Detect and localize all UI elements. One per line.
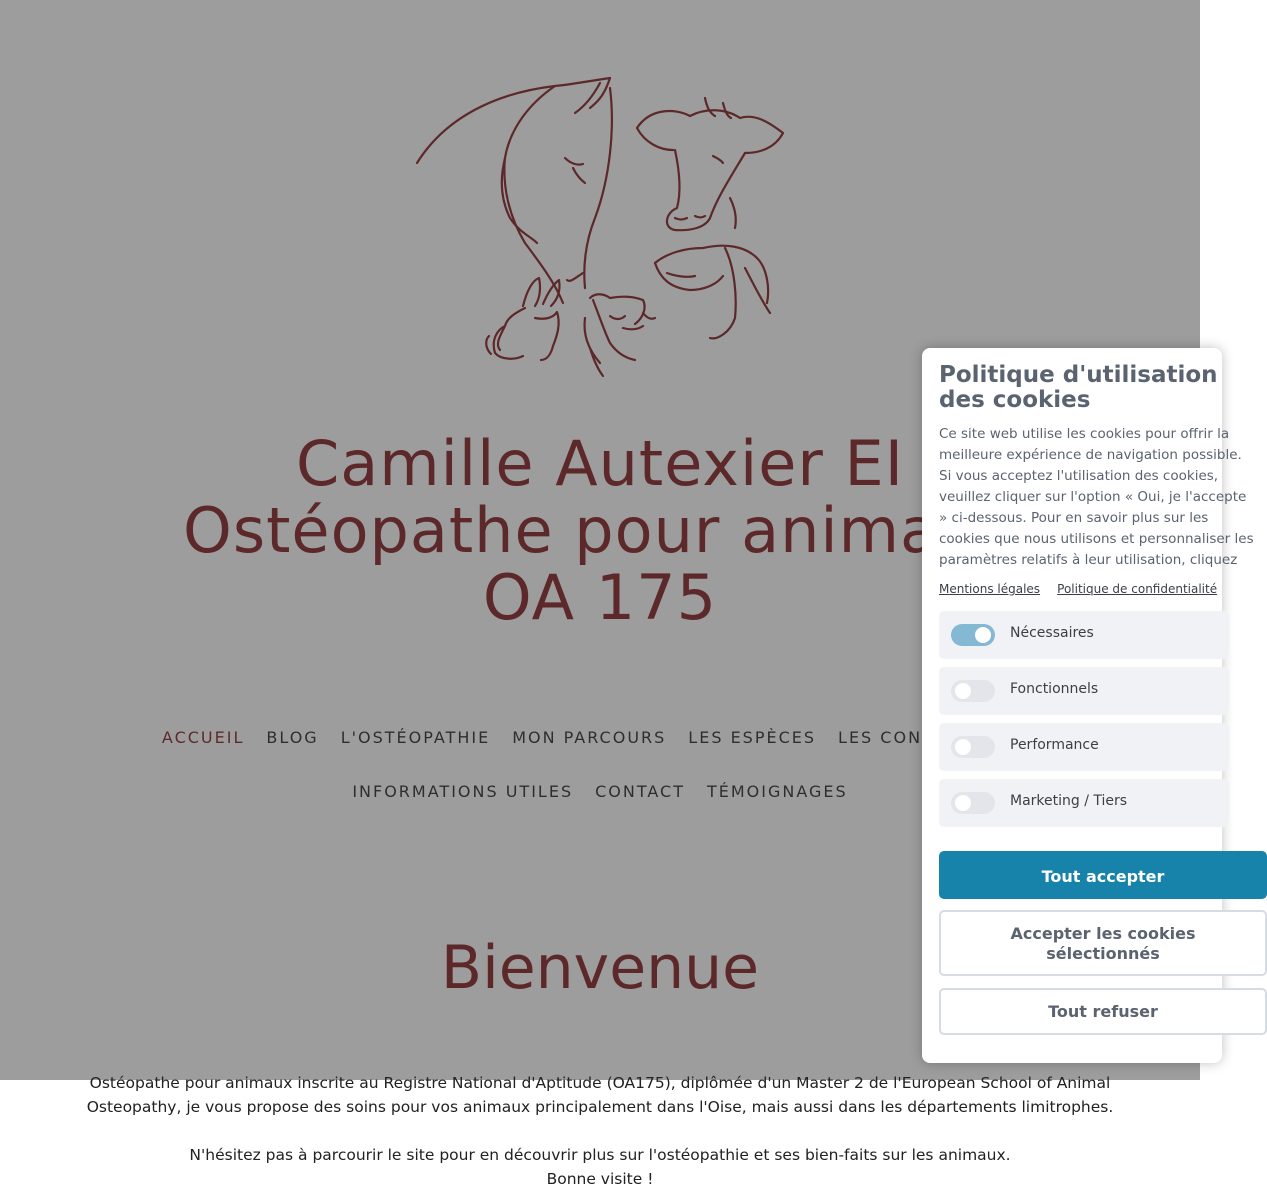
- refuse-all-button[interactable]: [939, 988, 1267, 1035]
- toggle-label-performance: Performance: [1010, 737, 1099, 753]
- cookie-description: [939, 424, 1254, 571]
- refuse-all-label: Tout refuser: [1048, 1002, 1158, 1021]
- toggle-label-marketing: Marketing / Tiers: [1010, 793, 1128, 809]
- accept-selected-label-line-2: sélectionnés: [1046, 944, 1160, 963]
- cookie-links: [939, 578, 1229, 597]
- cookie-title-line-2: des cookies: [939, 387, 1091, 413]
- toggle-switch-necessaires[interactable]: [951, 624, 995, 646]
- intro-paragraph-2-line-1: N'hésitez pas à parcourir le site pour en découvrir plus sur l'ostéopathie et ses bien-faits sur les animaux.: [189, 1146, 1011, 1164]
- toggle-switch-marketing[interactable]: [951, 792, 995, 814]
- intro-paragraph-1-line-1: Ostéopathe pour animaux inscrite au Registre National d'Aptitude (OA175), diplômée d'un Master 2 de l'European School of Animal: [89, 1074, 1111, 1092]
- toggle-row-marketing[interactable]: [939, 779, 1229, 827]
- cookie-text-line: meilleure expérience de navigation possible.: [939, 447, 1242, 463]
- cookie-consent-panel: [922, 348, 1254, 1063]
- toggle-switch-performance[interactable]: [951, 736, 995, 758]
- accept-selected-label-line-1: Accepter les cookies: [1010, 924, 1196, 943]
- toggle-row-fonctionnels[interactable]: [939, 667, 1229, 715]
- toggle-switch-fonctionnels[interactable]: [951, 680, 995, 702]
- toggle-row-performance[interactable]: [939, 723, 1229, 771]
- cookie-title-line-1: Politique d'utilisation: [939, 362, 1218, 388]
- accept-all-button[interactable]: [939, 851, 1267, 899]
- intro-paragraph-1-line-2: Osteopathy, je vous propose des soins pour vos animaux principalement dans l'Oise, mais aussi dans les départements limitrophes.: [86, 1098, 1114, 1116]
- intro-text: [0, 1071, 1200, 1191]
- privacy-policy-link[interactable]: Politique de confidentialité: [1057, 582, 1218, 596]
- toggle-label-fonctionnels: Fonctionnels: [1010, 681, 1099, 697]
- intro-paragraph-2-line-2: Bonne visite !: [546, 1170, 654, 1188]
- toggle-label-necessaires: Nécessaires: [1010, 625, 1094, 641]
- cookie-text-line: Si vous acceptez l'utilisation des cookies,: [939, 468, 1219, 484]
- cookie-text-line: paramètres relatifs à leur utilisation, cliquez: [939, 552, 1238, 568]
- accept-selected-button[interactable]: [939, 910, 1267, 976]
- cookie-text-line: cookies que nous utilisons et personnaliser les: [939, 531, 1254, 547]
- legal-notice-link[interactable]: Mentions légales: [939, 582, 1041, 596]
- accept-all-label: Tout accepter: [1041, 867, 1165, 886]
- cookie-text-line: » ci-dessous. Pour en savoir plus sur les: [939, 510, 1209, 526]
- toggle-row-necessaires[interactable]: [939, 611, 1229, 659]
- cookie-text-line: veuillez cliquer sur l'option « Oui, je l'accepte: [939, 489, 1247, 505]
- cookie-title: [939, 363, 1229, 413]
- cookie-text-line: Ce site web utilise les cookies pour offrir la: [939, 426, 1230, 442]
